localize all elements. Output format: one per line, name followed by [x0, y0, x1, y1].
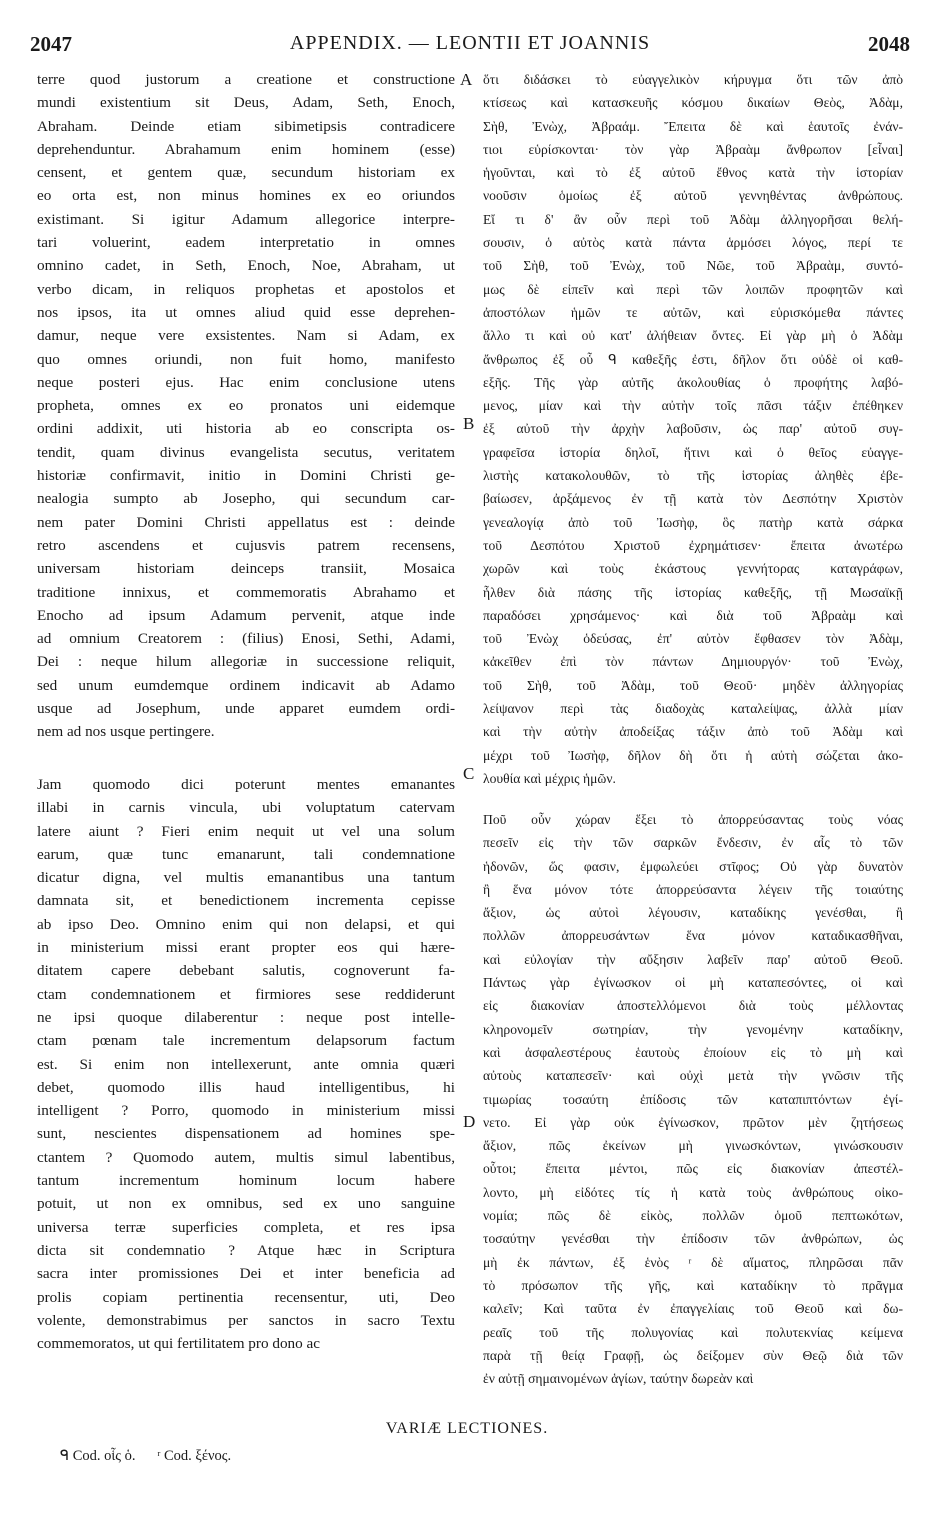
latin-line: Jam quomodo dici poterunt mentes emanantes	[37, 776, 455, 793]
latin-line: volente, demonstrabimus per sanctos in sacro Textu	[37, 1311, 455, 1329]
latin-line: est. Si enim non intellexerunt, ante omnia quæri	[37, 1055, 455, 1073]
latin-line: tari voluerint, eadem interpretatio in omnes	[37, 234, 455, 252]
greek-line: τοῦ Σὴθ, τοῦ Ἐνὼχ, τοῦ Νῶε, τοῦ Ἀβραὰμ, συντό-	[483, 258, 903, 274]
greek-line: βαίωσεν, ἀρξάμενος ἐν τῇ κατὰ τὸν Δεσπότην Χριστὸν	[483, 491, 903, 507]
latin-line: nos ipsos, ita ut omnes aliud quid esse deprehen-	[37, 303, 455, 321]
greek-line: ρεαῖς τοῦ τῆς πολυγονίας καὶ πολυτεκνίας κείμενα	[483, 1324, 903, 1340]
latin-line: dicatur digna, vel multis emanantibus una tantum	[37, 869, 455, 887]
latin-line: prolis copiam pertinentia recensentur, uti, Deo	[37, 1288, 455, 1306]
latin-line: quo omnes oriundi, non fuit homo, manifesto	[37, 350, 455, 368]
greek-column-part1	[483, 68, 903, 790]
greek-line: χωρῶν καὶ τοὺς ἑκάστους γεννήτορας καταγράφων,	[483, 561, 903, 577]
greek-line: κτίσεως καὶ κατασκευῆς κόσμου δικαίων Θεὸς, Ἀδὰμ,	[483, 95, 903, 111]
greek-line: ἀποστόλων ἡμῶν τε αὐτῶν, καὶ εὑρισκόμεθα πάντες	[483, 304, 903, 320]
latin-line: intelligent ? Porro, quomodo in ministerium missi	[37, 1102, 455, 1120]
running-title: APPENDIX. — LEONTII ET JOANNIS	[289, 32, 651, 54]
greek-line: μέχρι τοῦ Ἰωσὴφ, δῆλον δὴ ὅτι ἡ αὐτὴ σώζεται ἀκο-	[483, 747, 903, 763]
latin-line: ctam condemnationem et firmiores sese reddiderunt	[37, 985, 455, 1003]
greek-line: καὶ ἀσφαλεστέρους ἑαυτοὺς ἐποίουν εἰς τὸ μὴ καὶ	[483, 1044, 903, 1060]
greek-line: κἀκεῖθεν ἐπὶ τὸν πάντων Δημιουργόν· τοῦ Ἐνὼχ,	[483, 654, 903, 670]
latin-line: latere aiunt ? Fieri enim nequit ut vel una solum	[37, 822, 455, 840]
latin-line: Dei : neque hilum allegoriæ in successione reliquit,	[37, 653, 455, 671]
margin-marker-a: A	[460, 70, 473, 89]
latin-line: damnata sit, et benedictionem incrementa cepisse	[37, 892, 455, 910]
latin-line: nem ad nos usque pertingere.	[37, 723, 215, 741]
latin-line: historiæ confirmavit, initio in Domini Christi ge-	[37, 467, 455, 485]
latin-line: damur, neque vere exsistentes. Nam si Adam, ex	[37, 327, 455, 345]
greek-line: πεσεῖν εἰς τὴν τῶν σαρκῶν ἔνδεσιν, ἐν αἷς τὸ τῶν	[483, 835, 903, 851]
margin-marker-c: C	[463, 764, 475, 783]
footnotes	[60, 1448, 249, 1465]
latin-line: nem pater Domini Christi appellatus est : deinde	[37, 513, 455, 531]
greek-line: νομία; πῶς δὲ εἰκὸς, πολλῶν ὁμοῦ πεπτωκότων,	[483, 1208, 903, 1224]
greek-line: ἦλθεν διὰ πάσης τῆς ἱστορίας καθεξῆς, τῇ Μωσαϊκῇ	[483, 584, 903, 600]
latin-line: existimant. Si igitur Adamum allegorice interpre-	[37, 210, 455, 228]
greek-line: Σὴθ, Ἐνὼχ, Ἀβραάμ. Ἔπειτα δὲ καὶ ἑαυτοῖς ἐνάν-	[483, 118, 903, 134]
greek-line: Ποῦ οὖν χώραν ἕξει τὸ ἀπορρεύσαντας τοὺς νόας	[483, 812, 903, 827]
greek-line: ἄξιον, πῶς ἐκείνων μὴ γινωσκόντων, γινώσκουσιν	[483, 1138, 903, 1154]
latin-column-part2	[37, 773, 455, 1355]
latin-line: in ministerium missi erant propter eos qui hære-	[37, 939, 455, 957]
latin-line: dicta sit condemnatio ? Atque hæc in Scriptura	[37, 1241, 455, 1259]
latin-line: ditatem capere debebant salutis, cognoverunt fa-	[37, 962, 455, 980]
latin-line: censent, et gentem quæ, secundum historiam ex	[37, 164, 455, 182]
latin-line: nealogia sumpto ab Josepho, qui secundum car-	[37, 490, 455, 508]
greek-line: μως δὲ εἰπεῖν καὶ περὶ τῶν λοιπῶν προφητῶν καὶ	[483, 281, 903, 297]
greek-line: λείψανον περὶ τὰς διαδοχὰς καταλείψας, ἀλλὰ μίαν	[483, 701, 903, 717]
greek-line: λιστὴς κατακολουθῶν, τὸ τῆς ἱστορίας ἀληθὲς ἐβε-	[483, 468, 903, 484]
greek-line: νετο. Εἰ γὰρ οὐκ ἐγίνωσκον, πρῶτον μὲν ζητήσεως	[483, 1114, 903, 1130]
greek-line: μενος, μίαν καὶ τὴν αὐτὴν τοῖς πᾶσι τάξιν ἐπέθηκεν	[483, 398, 903, 414]
latin-line: sacra inter promissiones Dei et inter beneficia ad	[37, 1265, 455, 1283]
greek-line: εἰς διακονίαν ἀποστελλόμενοι διὰ τοὺς μέλλοντας	[483, 998, 903, 1014]
greek-line: ἄλλο τι καὶ οὐ κατ' ἀλήθειαν ὄντες. Εἰ γὰρ μὴ ὁ Ἀδὰμ	[483, 328, 903, 344]
latin-line: sunt, nescientes dispensationem ad homines spe-	[37, 1125, 455, 1143]
latin-line: debet, quomodo illis haud intelligentibus, hi	[37, 1078, 455, 1096]
latin-line: ne ipsi quoque dilaberentur : neque post intelle-	[37, 1008, 455, 1026]
greek-line: τιμωρίας τοσαύτη ἐπίδοσις τῶν καταπιπτόντων ἐγί-	[483, 1091, 903, 1107]
greek-line: τιοι εὑρίσκονται· τὸν γὰρ Ἀβραὰμ ἄνθρωπον [εἶναι]	[483, 141, 903, 157]
greek-line: μὴ ἐκ πάντων, ἐξ ἑνὸς ʳ δὲ αἵματος, πληρῶσαι πᾶν	[483, 1254, 903, 1270]
latin-line: universam historiam deinceps transiit, Mosaica	[37, 560, 455, 578]
latin-line: ordini addixit, uti historia ab eo conscripta os-	[37, 420, 455, 438]
greek-line: τοῦ Σὴθ, τοῦ Ἀδὰμ, τοῦ Θεοῦ· μηδὲν ἀλληγορίας	[483, 677, 903, 693]
greek-line: ὅτι διδάσκει τὸ εὐαγγελικὸν κήρυγμα ὅτι τῶν ἀπὸ	[483, 72, 903, 87]
greek-line: κληρονομεῖν σωτηρίαν, τὴν γενομένην καταδίκην,	[483, 1021, 903, 1037]
latin-line: universa terræ superficies completa, et res ipsa	[37, 1218, 455, 1236]
page-number-left: 2047	[30, 32, 72, 56]
latin-line: tendit, quam divinus evangelista secutus, veritatem	[37, 443, 455, 461]
greek-line: τοῦ Ἐνὼχ ὁδεύσας, ἐπ' αὐτὸν ἔφθασεν τὸν Ἀδὰμ,	[483, 631, 903, 647]
greek-line: ἐν αὐτῇ σημαινομένων ἁγίων, ταύτην δωρεὰν καὶ	[483, 1371, 754, 1387]
greek-line: γενεαλογίᾳ ἀπὸ τοῦ Ἰωσὴφ, ὃς πατὴρ κατὰ σάρκα	[483, 514, 903, 530]
greek-line: ἡδονῶν, ὥς φασιν, ἐμφωλεύει στῖφος; Οὐ γὰρ δυνατὸν	[483, 858, 903, 874]
greek-line: γραφεῖσα ἱστορία δηλοῖ, ἥτινι καὶ ὁ θεῖος εὐαγγε-	[483, 444, 903, 460]
greek-line: λουθία καὶ μέχρις ἡμῶν.	[483, 770, 616, 786]
latin-line: mundi existentium sit Deus, Adam, Seth, Enoch,	[37, 94, 455, 112]
greek-line: νοοῦσιν ὁμοίως ἐξ αὐτοῦ γεννηθέντας ἀνθρώπους.	[483, 188, 903, 204]
greek-line: εξῆς. Τῆς γὰρ αὐτῆς ἀκολουθίας ὁ προφήτης λαβό-	[483, 374, 903, 390]
latin-line: omnino cadet, in Seth, Enoch, Noe, Abraham, ut	[37, 257, 455, 275]
greek-line: αὐτοὺς καταπεσεῖν· καὶ οὐχὶ μετὰ τὴν γνῶσιν τῆς	[483, 1068, 903, 1084]
latin-line: Enocho ad ipsum Adamum pervenit, atque inde	[37, 606, 455, 624]
latin-line: sed unum eumdemque ordinem indicavit ab Adamo	[37, 676, 455, 694]
latin-line: usque ad Josephum, unde apparet eumdem ordi-	[37, 700, 455, 718]
greek-line: Πάντως γὰρ ἐγίνωσκον οἱ μὴ καταπεσόντες, οἱ καὶ	[483, 975, 903, 991]
latin-line: verbo dicam, in reliquos prophetas et apostolos et	[37, 280, 455, 298]
greek-line: Εἴ τι δ' ἂν οὖν περὶ τοῦ Ἀδὰμ ἀλληγορῆσαι θελή-	[483, 211, 903, 227]
margin-marker-d: D	[463, 1112, 476, 1131]
margin-marker-b: B	[463, 414, 475, 433]
latin-line: traditione innixus, et commemoratis Abrahamo et	[37, 583, 455, 601]
latin-line: ab ipso Deo. Omnino enim qui non delapsi, et qui	[37, 915, 455, 933]
latin-line: propheta, omnes ex eo pronatos uni eidemque	[37, 397, 455, 415]
greek-column-part2	[483, 808, 903, 1390]
greek-line: ἄξιον, ὡς αὐτοὶ λέγουσιν, καταδίκης γενέσθαι, ἢ	[483, 905, 903, 921]
latin-line: earum, quæ tunc emanarunt, tali condemnatione	[37, 845, 455, 863]
latin-line: retro ascendens et cujusvis patrem recensens,	[37, 536, 455, 554]
greek-line: ἡγοῦνται, καὶ τὸ ἐξ αὐτοῦ ἔθνος κατὰ τὴν ἱστορίαν	[483, 165, 903, 181]
variae-lectiones-heading: VARIÆ LECTIONES.	[385, 1420, 549, 1437]
latin-line: terre quod justorum a creatione et constructione	[37, 71, 455, 88]
greek-line: ἢ ἕνα μόνον τότε ἀπορρεύσαντα λέγειν τῆς τοιαύτης	[483, 881, 903, 897]
greek-line: τοῦ Δεσπότου Χριστοῦ ἐχρημάτισεν· ἔπειτα ἀνωτέρω	[483, 537, 903, 553]
greek-line: καὶ τὴν αὐτὴν ἀποδείξας τάξιν ἀπὸ τοῦ Ἀδὰμ καὶ	[483, 724, 903, 740]
latin-column-part1	[37, 68, 455, 744]
footnote-r: ʳ Cod. ξένος.	[157, 1448, 232, 1464]
greek-line: λοντο, μὴ εἰδότες τίς ἡ κατὰ τοὺς ἀνθρώπους οἰκο-	[483, 1184, 903, 1200]
latin-line: neque posteri ejus. Hac enim conclusione utens	[37, 373, 455, 391]
latin-line: commemoratos, ut qui fertilitatem pro dono ac	[37, 1335, 321, 1353]
greek-line: ἐξ αὐτοῦ τὴν ἀρχὴν λαβοῦσιν, ὡς παρ' αὐτοῦ συγ-	[483, 421, 903, 437]
greek-line: τοσαύτην γενέσθαι τὴν ἐπίδοσιν τῶν ἀνθρώπων, ὡς	[483, 1231, 903, 1247]
running-header	[30, 32, 910, 62]
latin-line: eo orta est, non minus homines ex eo oriundos	[37, 187, 455, 205]
greek-line: ἄνθρωπος ἐξ οὗ ᑫ καθεξῆς ἐστι, δῆλον ὅτι οὐδὲ οἱ καθ-	[483, 351, 903, 367]
greek-line: οὗτοι; ἔπειτα μέντοι, πῶς εἰς διακονίαν ἀπεστέλ-	[483, 1161, 903, 1177]
greek-line: καλεῖν; Καὶ ταῦτα ἐν ἐπαγγελίαις τοῦ Θεοῦ καὶ δω-	[483, 1301, 903, 1317]
greek-line: καὶ εὐλογίαν τὴν αὔξησιν λαβεῖν παρ' αὐτοῦ Θεοῦ.	[483, 951, 903, 967]
greek-line: σουσιν, ὁ αὐτὸς κατὰ πάντα ἁρμόσει λόγος, περί τε	[483, 235, 903, 251]
latin-line: ad omnium Creatorem : (filius) Enosi, Sethi, Adami,	[37, 630, 455, 648]
latin-line: illabi in carnis vincula, ubi voluptatum catervam	[37, 799, 455, 817]
greek-line: παραδόσει χρησάμενος· καὶ διὰ τοῦ Ἀβραὰμ καὶ	[483, 607, 903, 623]
latin-line: potuit, ut non ex omnibus, sed ex uno sanguine	[37, 1195, 455, 1213]
footnote-q: ᑫ Cod. οἷς ὁ.	[60, 1448, 136, 1464]
page-number-right: 2048	[868, 32, 910, 56]
latin-line: tantum incrementum hominum locum habere	[37, 1172, 455, 1190]
latin-line: ctam pœnam tale incrementum delapsorum factum	[37, 1032, 455, 1050]
greek-line: πολλῶν ἀπορρευσάντων ἕνα μόνον καταδικασθῆναι,	[483, 928, 903, 944]
latin-line: ctantem ? Quomodo autem, multis simul labentibus,	[37, 1148, 455, 1166]
latin-line: deprehenduntur. Abrahamum enim hominem (esse)	[37, 140, 455, 158]
greek-line: παρὰ τῇ θείᾳ Γραφῇ, ὡς δείξομεν σὺν Θεῷ διὰ τῶν	[483, 1347, 903, 1363]
greek-line: τὸ πρόσωπον τῆς γῆς, καὶ καταδίκην τὸ πρᾶγμα	[483, 1277, 903, 1293]
latin-line: Abraham. Deinde etiam sibimetipsis contradicere	[37, 117, 455, 135]
